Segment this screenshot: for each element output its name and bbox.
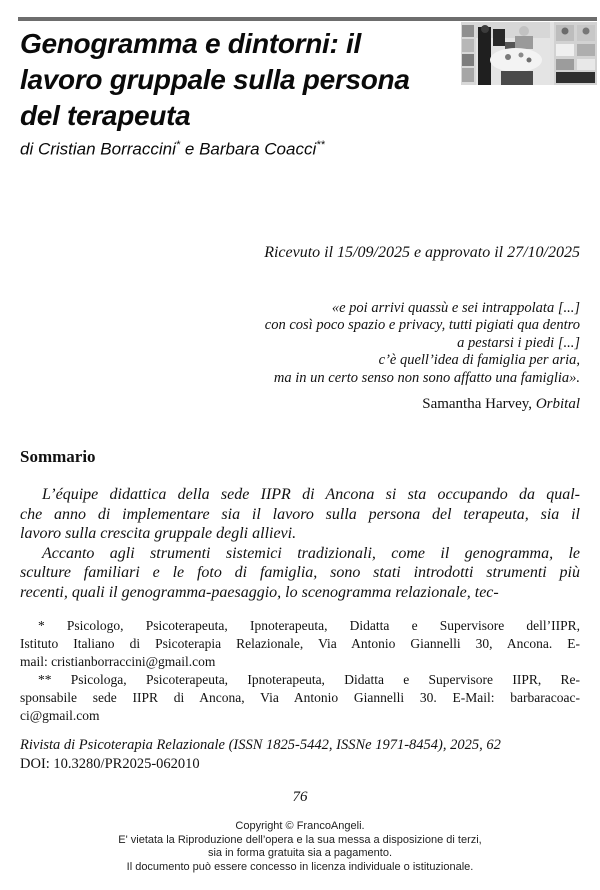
family-photos-collage-icon <box>461 22 597 85</box>
page-number: 76 <box>292 789 308 806</box>
article-title-line: Genogramma e dintorni: il <box>20 28 361 59</box>
copyright-line: sia in forma gratuita sia a pagamento. <box>207 847 393 860</box>
footnote-author-2 <box>20 671 580 725</box>
journal-citation-block <box>20 736 580 774</box>
summary-paragraph-line: che anno di implementare sia il lavoro sulla persona del terapeuta, sia il <box>20 505 580 523</box>
byline-footnote-marker-1: * <box>175 139 181 151</box>
footnote-line: * Psicologo, Psicoterapeuta, Ipnoterapeuta, Didatta e Supervisore dell’IIPR, <box>38 618 580 634</box>
header-rule <box>18 17 597 21</box>
footnotes-block <box>20 617 580 725</box>
epigraph-line: con così poco spazio e privacy, tutti pigiati qua dentro <box>264 317 580 334</box>
epigraph-quote <box>20 300 580 388</box>
summary-paragraph-1 <box>20 485 580 544</box>
footnote-line: ci@gmail.com <box>20 708 100 724</box>
summary-paragraph-line: recenti, quali il genogramma-paesaggio, lo scenogramma relazionale, tec- <box>20 583 499 601</box>
epigraph-attribution-work: Orbital <box>535 396 580 413</box>
summary-body <box>20 485 580 602</box>
summary-paragraph-line: Accanto agli strumenti sistemici tradizionali, come il genogramma, le <box>42 544 580 562</box>
article-title-line: lavoro gruppale sulla persona <box>20 64 410 95</box>
summary-paragraph-line: lavoro sulla crescita gruppale degli allievi. <box>20 525 297 543</box>
footnote-line: ** Psicologa, Psicoterapeuta, Ipnoterapeuta, Didatta e Supervisore IIPR, Re- <box>38 672 580 688</box>
epigraph-attribution <box>20 396 580 413</box>
article-title-line: del terapeuta <box>20 100 191 131</box>
footnote-line: Istituto Italiano di Psicoterapia Relazionale, Via Antonio Giannelli 30, Ancona. E- <box>20 636 580 652</box>
article-title <box>20 26 465 134</box>
epigraph-line: «e poi arrivi quassù e sei intrappolata [...] <box>331 299 580 316</box>
received-approved-line: Ricevuto il 15/09/2025 e approvato il 27/10/2025 <box>264 243 580 261</box>
epigraph-line: a pestarsi i piedi [...] <box>457 334 580 351</box>
summary-paragraph-line: sculture familiari e le foto di famiglia, sono stati introdotti strumenti più <box>20 564 580 582</box>
byline-footnote-marker-2: ** <box>316 139 325 151</box>
epigraph-line: ma in un certo senso non sono affatto una famiglia». <box>273 369 580 386</box>
epigraph-line: c’è quell’idea di famiglia per aria, <box>378 352 580 369</box>
byline-author-2: e Barbara Coacci <box>180 139 317 159</box>
copyright-line: E' vietata la Riproduzione dell’opera e la sua messa a disposizione di terzi, <box>118 833 482 846</box>
page-content <box>0 26 600 874</box>
doi-line: DOI: 10.3280/PR2025-062010 <box>20 756 200 773</box>
family-photos-collage-image <box>461 22 597 85</box>
copyright-line: Il documento può essere concesso in licenza individuale o istituzionale. <box>126 860 474 873</box>
summary-paragraph-2 <box>20 544 580 603</box>
footnote-author-1 <box>20 617 580 671</box>
footnote-line: sponsabile sede IIPR di Ancona, Via Antonio Giannelli 30. E-Mail: barbaracoac- <box>20 690 580 706</box>
byline <box>20 139 580 160</box>
byline-author-1: di Cristian Borraccini <box>20 139 176 159</box>
summary-heading: Sommario <box>20 447 96 467</box>
footnote-line: mail: cristianborraccini@gmail.com <box>20 654 216 670</box>
epigraph-attribution-name: Samantha Harvey, <box>422 396 536 413</box>
journal-citation: Rivista di Psicoterapia Relazionale (ISSN 1825-5442, ISSNe 1971-8454), 2025, 62 <box>20 737 501 754</box>
copyright-footer <box>20 820 580 874</box>
copyright-line: Copyright © FrancoAngeli. <box>235 820 365 833</box>
summary-paragraph-line: L’équipe didattica della sede IIPR di Ancona si sta occupando da qual- <box>42 486 580 504</box>
